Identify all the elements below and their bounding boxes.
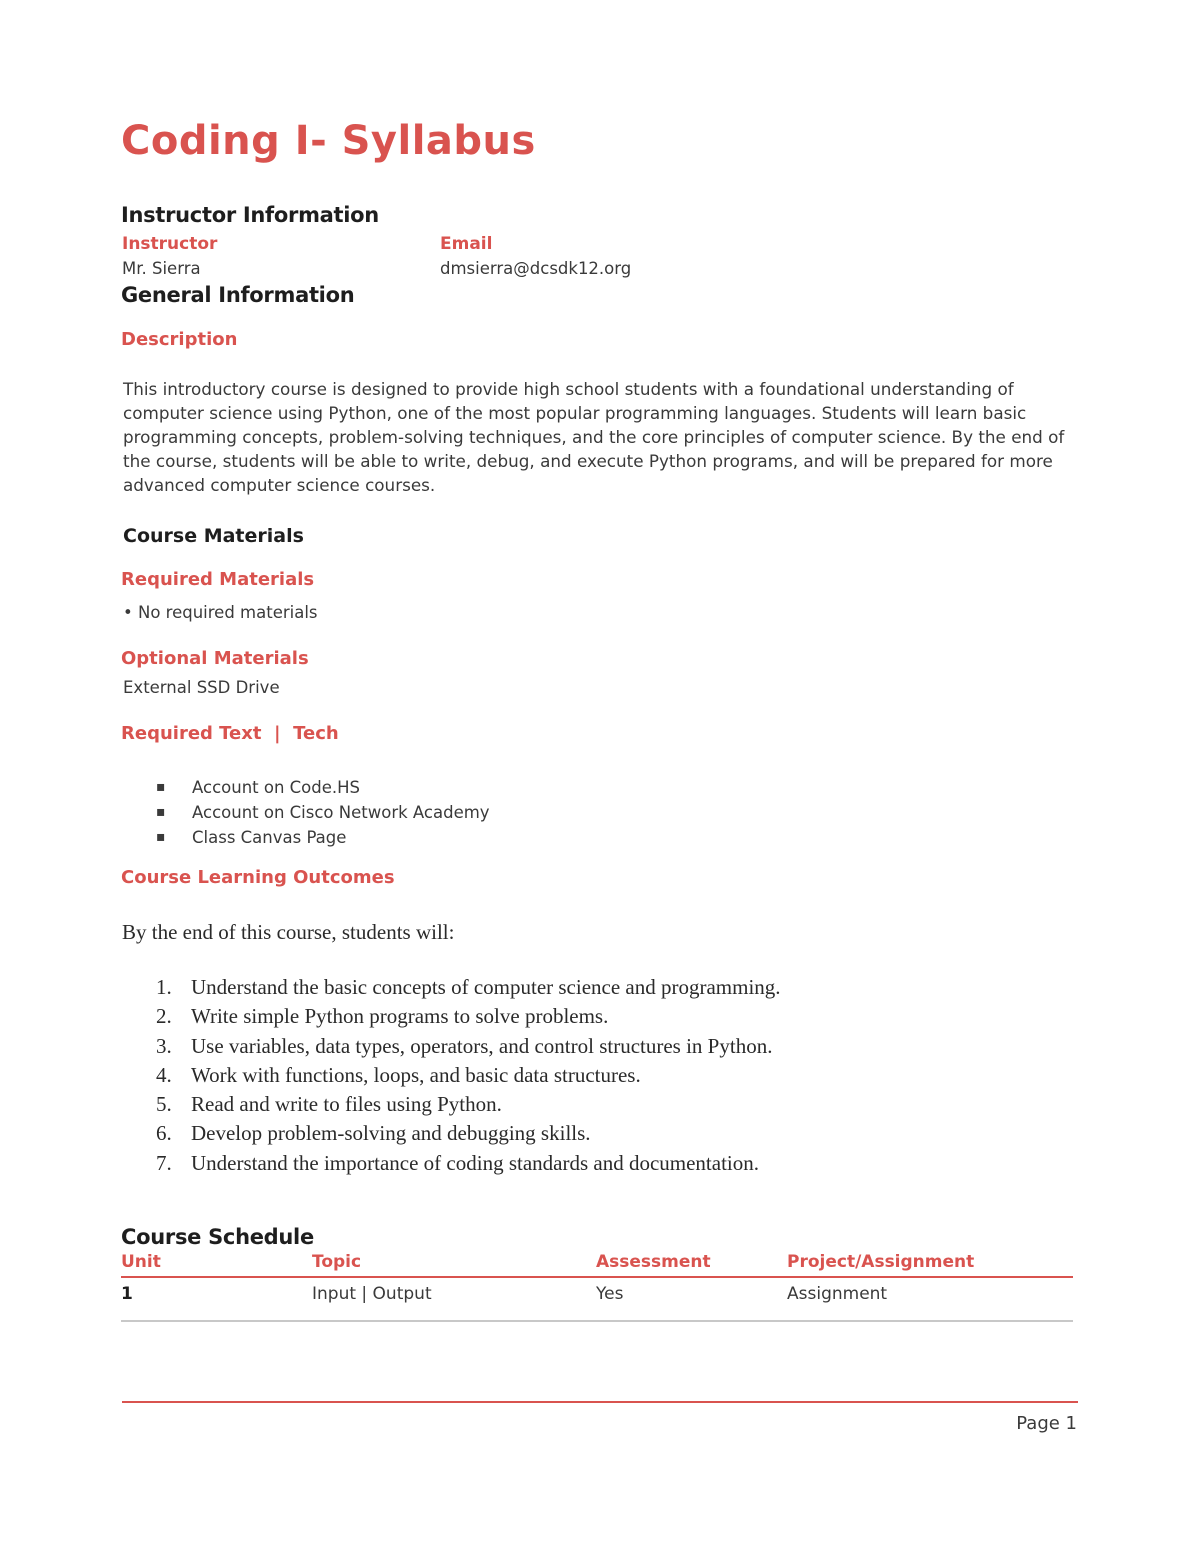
learning-outcomes-label: Course Learning Outcomes [121,867,395,888]
schedule-table [121,1252,1073,1322]
email-label: Email [440,234,493,254]
course-materials-heading: Course Materials [123,525,304,547]
cell-assessment: Yes [596,1277,787,1321]
list-item: 2. Write simple Python programs to solve problems. [156,1004,609,1029]
required-materials-item: • No required materials [123,603,318,622]
required-materials-label: Required Materials [121,569,315,590]
cell-unit: 1 [121,1277,312,1321]
outcomes-list [122,973,781,1178]
required-text-tech-list [122,775,490,850]
cell-topic: Input | Output [312,1277,596,1321]
optional-materials-label: Optional Materials [121,648,309,669]
bullet-icon: ▪ [156,804,166,820]
description-label: Description [121,329,238,350]
footer-divider [122,1401,1078,1403]
list-item: 4. Work with functions, loops, and basic data structures. [156,1062,641,1087]
list-item: 7. Understand the importance of coding standards and documentation. [156,1150,760,1175]
list-item: ▪ Account on Cisco Network Academy [122,800,490,825]
general-info-heading: General Information [121,283,355,307]
bullet-icon: ▪ [156,829,166,845]
table-header-row [121,1252,1073,1277]
description-text: This introductory course is designed to provide high school students with a foundational understanding of computer science using Python, one of the most popular programming languages. Students will learn basic programming concepts, problem-solving techniques, and the core principles of computer science. By the end of the course, students will be able to write, debug, and execute Python programs, and will be prepared for more advanced computer science courses. [123,379,1065,495]
list-item: ▪ Class Canvas Page [122,825,490,850]
list-item: 5. Read and write to files using Python. [156,1092,502,1117]
list-item: 1. Understand the basic concepts of computer science and programming. [156,975,781,999]
bullet-icon: ▪ [156,779,166,795]
instructor-label: Instructor [122,234,218,254]
table-row [121,1277,1073,1321]
page-title: Coding I- Syllabus [121,118,536,164]
instructor-value: Mr. Sierra [122,259,201,278]
page-number: Page 1 [1016,1413,1077,1434]
list-item: ▪ Account on Code.HS [122,775,490,800]
column-header-topic: Topic [312,1252,596,1277]
list-item: 3. Use variables, data types, operators, and control structures in Python. [156,1033,773,1058]
column-header-unit: Unit [121,1252,312,1277]
column-header-project: Project/Assignment [787,1252,1073,1277]
list-item: 6. Develop problem-solving and debugging skills. [156,1121,591,1146]
column-header-assessment: Assessment [596,1252,787,1277]
cell-project: Assignment [787,1277,1073,1321]
course-schedule-heading: Course Schedule [121,1225,314,1249]
instructor-info-heading: Instructor Information [121,203,379,227]
optional-materials-item: External SSD Drive [123,678,280,697]
outcomes-intro: By the end of this course, students will: [122,920,455,944]
required-text-tech-label: Required Text | Tech [121,723,339,744]
email-value: dmsierra@dcsdk12.org [440,259,632,278]
